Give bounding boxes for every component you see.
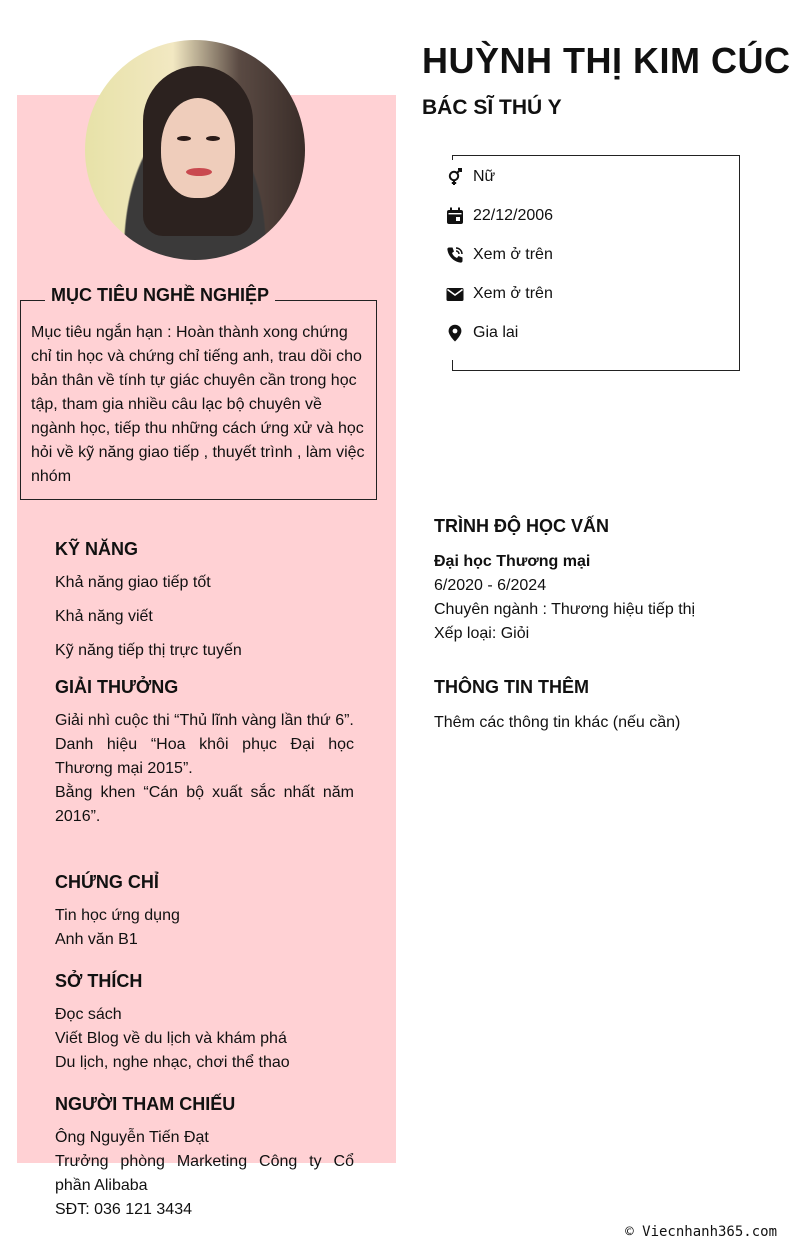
list-item: Kỹ năng tiếp thị trực tuyến — [55, 642, 242, 659]
candidate-name: HUỲNH THỊ KIM CÚC — [422, 40, 791, 81]
rank: Xếp loại: Giỏi — [434, 625, 530, 642]
gender-icon — [446, 168, 464, 186]
contact-gender: Nữ — [446, 168, 495, 186]
objective-text: Mục tiêu ngắn hạn : Hoàn thành xong chứng chỉ tin học và chứng chỉ tiếng anh, trau dồi cho bản thân về tính tự giác chuyên cần trong học tập, tham gia nhiều câu lạc bộ chuyên về ngành học, tiếp thu những cách ứng xử và học hỏi về kỹ năng giao tiếp , thuyết trình , làm việc nhóm — [31, 324, 365, 485]
profile-photo — [85, 40, 305, 260]
list-item: Đọc sách — [55, 1006, 122, 1023]
list-item: Trưởng phòng Marketing Công ty Cổ phần Alibaba — [55, 1153, 354, 1194]
hobbies-heading: SỞ THÍCH — [55, 971, 143, 991]
extra-info-text: Thêm các thông tin khác (nếu cần) — [434, 714, 681, 731]
list-item: Giải nhì cuộc thi “Thủ lĩnh vàng lần thứ 6”. — [55, 712, 354, 729]
contact-birthday: 22/12/2006 — [446, 207, 553, 225]
certificates-list — [55, 904, 180, 952]
list-item: Viết Blog về du lịch và khám phá — [55, 1030, 287, 1047]
list-item: Khả năng viết — [55, 608, 153, 625]
major: Chuyên ngành : Thương hiệu tiếp thị — [434, 601, 696, 618]
references-list — [55, 1126, 354, 1222]
list-item: Bằng khen “Cán bộ xuất sắc nhất năm 2016”. — [55, 784, 354, 825]
certificates-heading: CHỨNG CHỈ — [55, 872, 159, 892]
hobbies-list — [55, 1003, 290, 1075]
calendar-icon — [446, 207, 464, 225]
footer-watermark: © Viecnhanh365.com — [625, 1224, 777, 1240]
skills-heading: KỸ NĂNG — [55, 539, 139, 559]
contact-phone: Xem ở trên — [446, 246, 553, 264]
references-heading: NGƯỜI THAM CHIẾU — [55, 1094, 236, 1114]
phone-icon — [446, 246, 464, 264]
list-item: Khả năng giao tiếp tốt — [55, 574, 211, 591]
extra-info-heading: THÔNG TIN THÊM — [434, 677, 589, 697]
awards-list — [55, 709, 354, 829]
location-icon — [446, 324, 464, 342]
education-details — [434, 550, 695, 646]
contact-email: Xem ở trên — [446, 285, 553, 303]
school-name: Đại học Thương mại — [434, 553, 591, 570]
job-title: BÁC SĨ THÚ Y — [422, 96, 562, 119]
education-heading: TRÌNH ĐỘ HỌC VẤN — [434, 516, 609, 536]
list-item: SĐT: 036 121 3434 — [55, 1201, 192, 1218]
awards-heading: GIẢI THƯỞNG — [55, 677, 179, 697]
objective-heading: MỤC TIÊU NGHỀ NGHIỆP — [45, 285, 275, 306]
list-item: Tin học ứng dụng — [55, 907, 180, 924]
list-item: Ông Nguyễn Tiến Đạt — [55, 1129, 209, 1146]
mail-icon — [446, 285, 464, 303]
list-item: Anh văn B1 — [55, 931, 138, 948]
contact-address: Gia lai — [446, 324, 518, 342]
skills-list — [55, 566, 242, 668]
list-item: Danh hiệu “Hoa khôi phục Đại học Thương mại 2015”. — [55, 736, 354, 777]
list-item: Du lịch, nghe nhạc, chơi thể thao — [55, 1054, 290, 1071]
study-period: 6/2020 - 6/2024 — [434, 577, 547, 594]
